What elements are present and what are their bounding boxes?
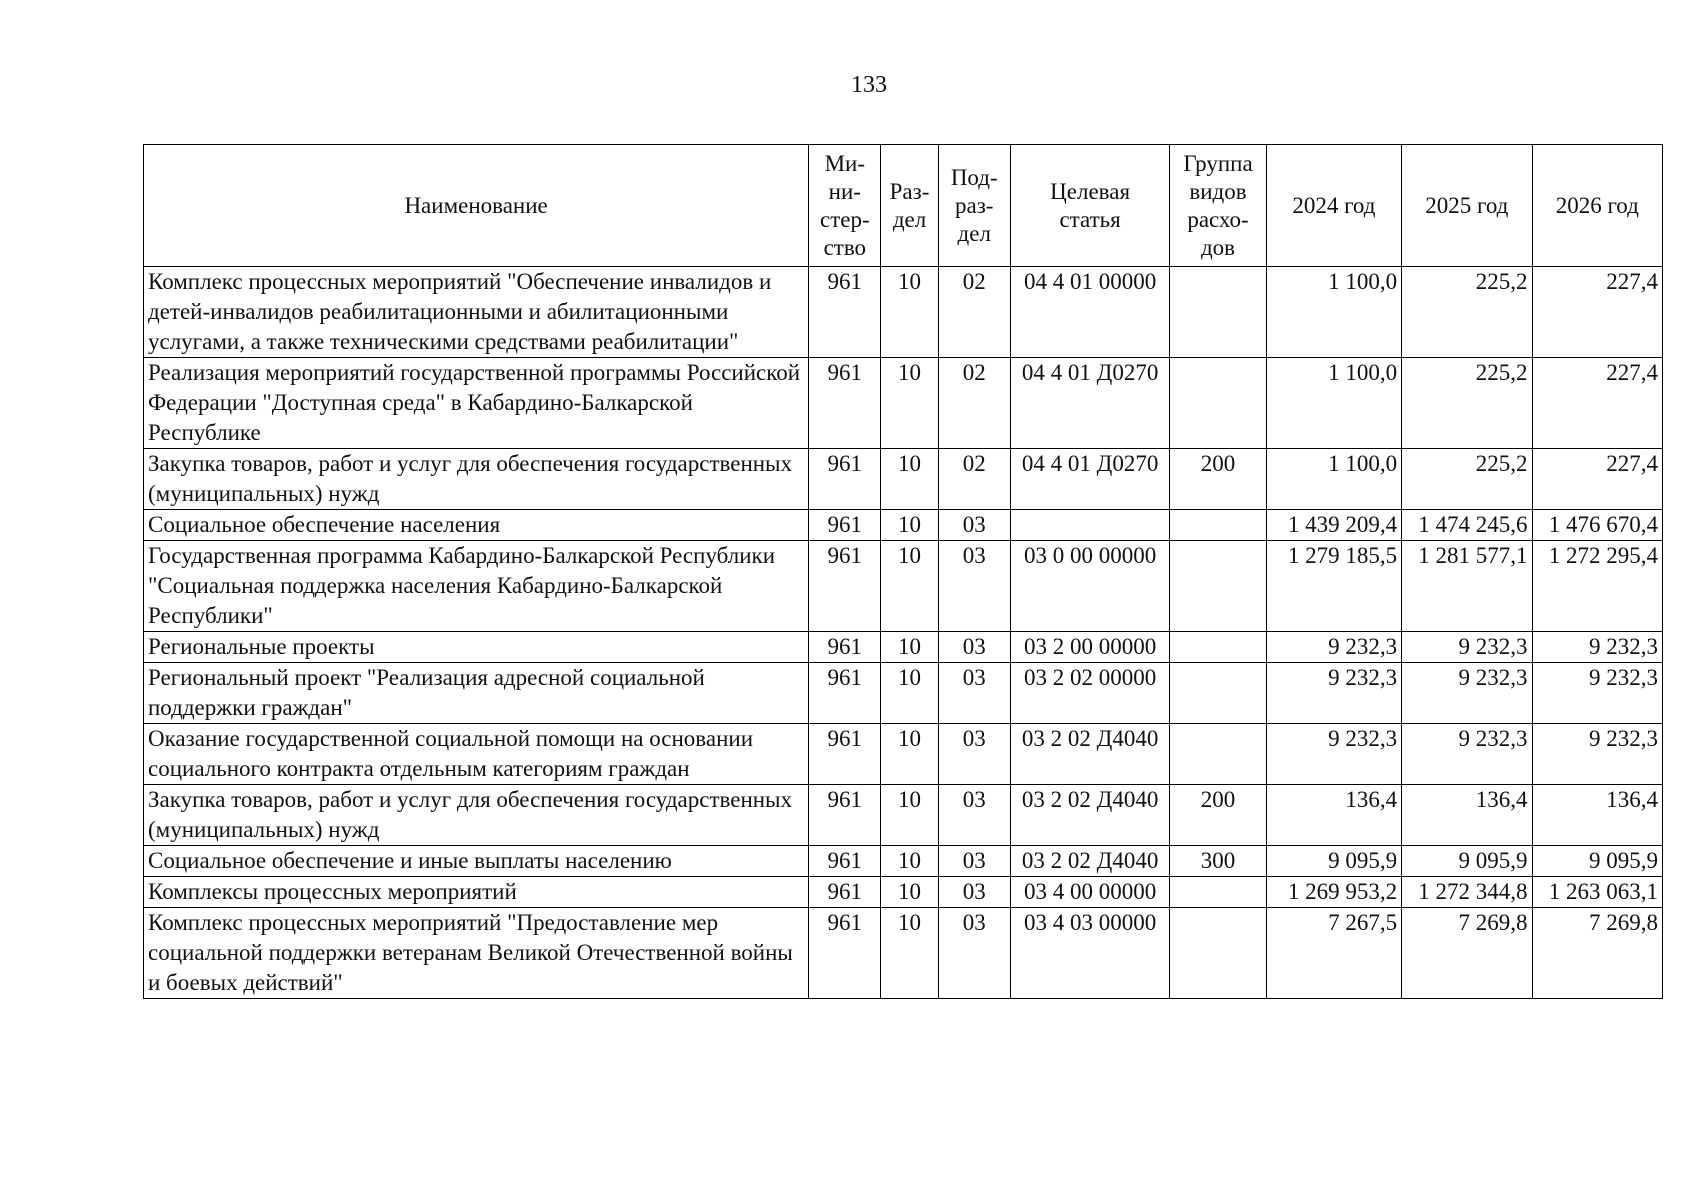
table-row (144, 846, 1663, 877)
header-ministry: Ми- ни- стер- ство (809, 145, 881, 267)
cell-section: 10 (881, 663, 938, 724)
cell-name: Социальное обеспечение и иные выплаты населению (144, 846, 809, 877)
cell-section: 10 (881, 846, 938, 877)
cell-name: Социальное обеспечение населения (144, 510, 809, 541)
cell-ministry: 961 (809, 449, 881, 510)
cell-subsection: 03 (938, 541, 1010, 632)
table-row (144, 785, 1663, 846)
cell-year-2026: 9 232,3 (1532, 663, 1662, 724)
table-row (144, 267, 1663, 358)
cell-year-2025: 225,2 (1402, 358, 1532, 449)
table-row (144, 908, 1663, 999)
cell-year-2025: 1 474 245,6 (1402, 510, 1532, 541)
cell-subsection: 03 (938, 846, 1010, 877)
cell-target-article: 03 2 02 00000 (1010, 663, 1170, 724)
cell-section: 10 (881, 908, 938, 999)
cell-year-2025: 225,2 (1402, 267, 1532, 358)
cell-expense-group (1170, 632, 1266, 663)
cell-year-2024: 1 100,0 (1266, 267, 1401, 358)
cell-year-2026: 227,4 (1532, 267, 1662, 358)
table-row (144, 358, 1663, 449)
cell-target-article: 03 2 02 Д4040 (1010, 846, 1170, 877)
cell-ministry: 961 (809, 663, 881, 724)
header-year-2025: 2025 год (1402, 145, 1532, 267)
cell-target-article: 03 0 00 00000 (1010, 541, 1170, 632)
cell-ministry: 961 (809, 724, 881, 785)
cell-year-2024: 1 279 185,5 (1266, 541, 1401, 632)
cell-year-2026: 9 232,3 (1532, 724, 1662, 785)
cell-name: Закупка товаров, работ и услуг для обеспечения государственных (муниципальных) нужд (144, 785, 809, 846)
cell-year-2024: 136,4 (1266, 785, 1401, 846)
cell-name: Региональные проекты (144, 632, 809, 663)
budget-table (143, 144, 1663, 999)
cell-target-article: 03 2 02 Д4040 (1010, 724, 1170, 785)
header-subsection: Под- раз- дел (938, 145, 1010, 267)
cell-name: Государственная программа Кабардино-Балкарской Республики "Социальная поддержка населения Кабардино-Балкарской Республики" (144, 541, 809, 632)
table-header-row (144, 145, 1663, 267)
cell-name: Оказание государственной социальной помощи на основании социального контракта отдельным категориям граждан (144, 724, 809, 785)
table-body (144, 267, 1663, 999)
cell-ministry: 961 (809, 632, 881, 663)
cell-subsection: 03 (938, 510, 1010, 541)
cell-subsection: 03 (938, 724, 1010, 785)
cell-year-2025: 1 272 344,8 (1402, 877, 1532, 908)
table-row (144, 510, 1663, 541)
cell-ministry: 961 (809, 510, 881, 541)
cell-expense-group (1170, 541, 1266, 632)
cell-target-article: 04 4 01 Д0270 (1010, 449, 1170, 510)
cell-section: 10 (881, 267, 938, 358)
cell-year-2025: 7 269,8 (1402, 908, 1532, 999)
cell-year-2024: 9 095,9 (1266, 846, 1401, 877)
cell-year-2024: 1 100,0 (1266, 358, 1401, 449)
header-expense-group: Группа видов расхо- дов (1170, 145, 1266, 267)
cell-ministry: 961 (809, 541, 881, 632)
cell-name: Комплексы процессных мероприятий (144, 877, 809, 908)
cell-year-2024: 1 439 209,4 (1266, 510, 1401, 541)
header-name: Наименование (144, 145, 809, 267)
cell-year-2024: 9 232,3 (1266, 724, 1401, 785)
cell-target-article: 03 4 03 00000 (1010, 908, 1170, 999)
cell-expense-group (1170, 267, 1266, 358)
table-row (144, 541, 1663, 632)
cell-expense-group: 200 (1170, 449, 1266, 510)
cell-year-2024: 9 232,3 (1266, 663, 1401, 724)
cell-target-article: 03 2 02 Д4040 (1010, 785, 1170, 846)
cell-expense-group: 200 (1170, 785, 1266, 846)
header-target-article: Целевая статья (1010, 145, 1170, 267)
cell-subsection: 03 (938, 877, 1010, 908)
cell-expense-group: 300 (1170, 846, 1266, 877)
cell-year-2026: 7 269,8 (1532, 908, 1662, 999)
header-year-2026: 2026 год (1532, 145, 1662, 267)
cell-year-2026: 136,4 (1532, 785, 1662, 846)
cell-subsection: 02 (938, 267, 1010, 358)
header-year-2024: 2024 год (1266, 145, 1401, 267)
table-row (144, 449, 1663, 510)
cell-name: Комплекс процессных мероприятий "Предоставление мер социальной поддержки ветеранам Великой Отечественной войны и боевых действий" (144, 908, 809, 999)
cell-ministry: 961 (809, 846, 881, 877)
cell-year-2026: 1 476 670,4 (1532, 510, 1662, 541)
cell-year-2026: 227,4 (1532, 449, 1662, 510)
cell-name: Реализация мероприятий государственной программы Российской Федерации "Доступная среда" в Кабардино-Балкарской Республике (144, 358, 809, 449)
cell-name: Закупка товаров, работ и услуг для обеспечения государственных (муниципальных) нужд (144, 449, 809, 510)
cell-name: Региональный проект "Реализация адресной социальной поддержки граждан" (144, 663, 809, 724)
header-section: Раз- дел (881, 145, 938, 267)
cell-section: 10 (881, 358, 938, 449)
page-number: 133 (851, 72, 887, 98)
cell-expense-group (1170, 724, 1266, 785)
cell-year-2025: 1 281 577,1 (1402, 541, 1532, 632)
cell-ministry: 961 (809, 877, 881, 908)
table-row (144, 724, 1663, 785)
cell-target-article (1010, 510, 1170, 541)
cell-year-2024: 1 269 953,2 (1266, 877, 1401, 908)
cell-target-article: 04 4 01 00000 (1010, 267, 1170, 358)
cell-expense-group (1170, 663, 1266, 724)
cell-expense-group (1170, 908, 1266, 999)
cell-subsection: 02 (938, 449, 1010, 510)
cell-section: 10 (881, 632, 938, 663)
cell-section: 10 (881, 724, 938, 785)
cell-year-2025: 9 232,3 (1402, 632, 1532, 663)
table-row (144, 632, 1663, 663)
cell-ministry: 961 (809, 785, 881, 846)
cell-year-2025: 9 232,3 (1402, 663, 1532, 724)
table-row (144, 663, 1663, 724)
cell-subsection: 02 (938, 358, 1010, 449)
cell-target-article: 03 4 00 00000 (1010, 877, 1170, 908)
cell-ministry: 961 (809, 358, 881, 449)
cell-subsection: 03 (938, 785, 1010, 846)
cell-year-2025: 136,4 (1402, 785, 1532, 846)
cell-subsection: 03 (938, 663, 1010, 724)
cell-year-2024: 7 267,5 (1266, 908, 1401, 999)
cell-year-2024: 1 100,0 (1266, 449, 1401, 510)
cell-ministry: 961 (809, 267, 881, 358)
cell-year-2026: 9 095,9 (1532, 846, 1662, 877)
cell-ministry: 961 (809, 908, 881, 999)
cell-section: 10 (881, 785, 938, 846)
cell-year-2025: 225,2 (1402, 449, 1532, 510)
cell-section: 10 (881, 510, 938, 541)
cell-expense-group (1170, 358, 1266, 449)
cell-year-2025: 9 232,3 (1402, 724, 1532, 785)
cell-year-2026: 1 272 295,4 (1532, 541, 1662, 632)
cell-year-2026: 1 263 063,1 (1532, 877, 1662, 908)
table-row (144, 877, 1663, 908)
cell-subsection: 03 (938, 632, 1010, 663)
cell-section: 10 (881, 449, 938, 510)
cell-expense-group (1170, 510, 1266, 541)
cell-target-article: 03 2 00 00000 (1010, 632, 1170, 663)
cell-target-article: 04 4 01 Д0270 (1010, 358, 1170, 449)
cell-subsection: 03 (938, 908, 1010, 999)
cell-section: 10 (881, 541, 938, 632)
cell-year-2026: 9 232,3 (1532, 632, 1662, 663)
cell-section: 10 (881, 877, 938, 908)
cell-name: Комплекс процессных мероприятий "Обеспечение инвалидов и детей-инвалидов реабилитационными и абилитационными услугами, а также техническими средствами реабилитации" (144, 267, 809, 358)
cell-expense-group (1170, 877, 1266, 908)
cell-year-2026: 227,4 (1532, 358, 1662, 449)
cell-year-2025: 9 095,9 (1402, 846, 1532, 877)
cell-year-2024: 9 232,3 (1266, 632, 1401, 663)
